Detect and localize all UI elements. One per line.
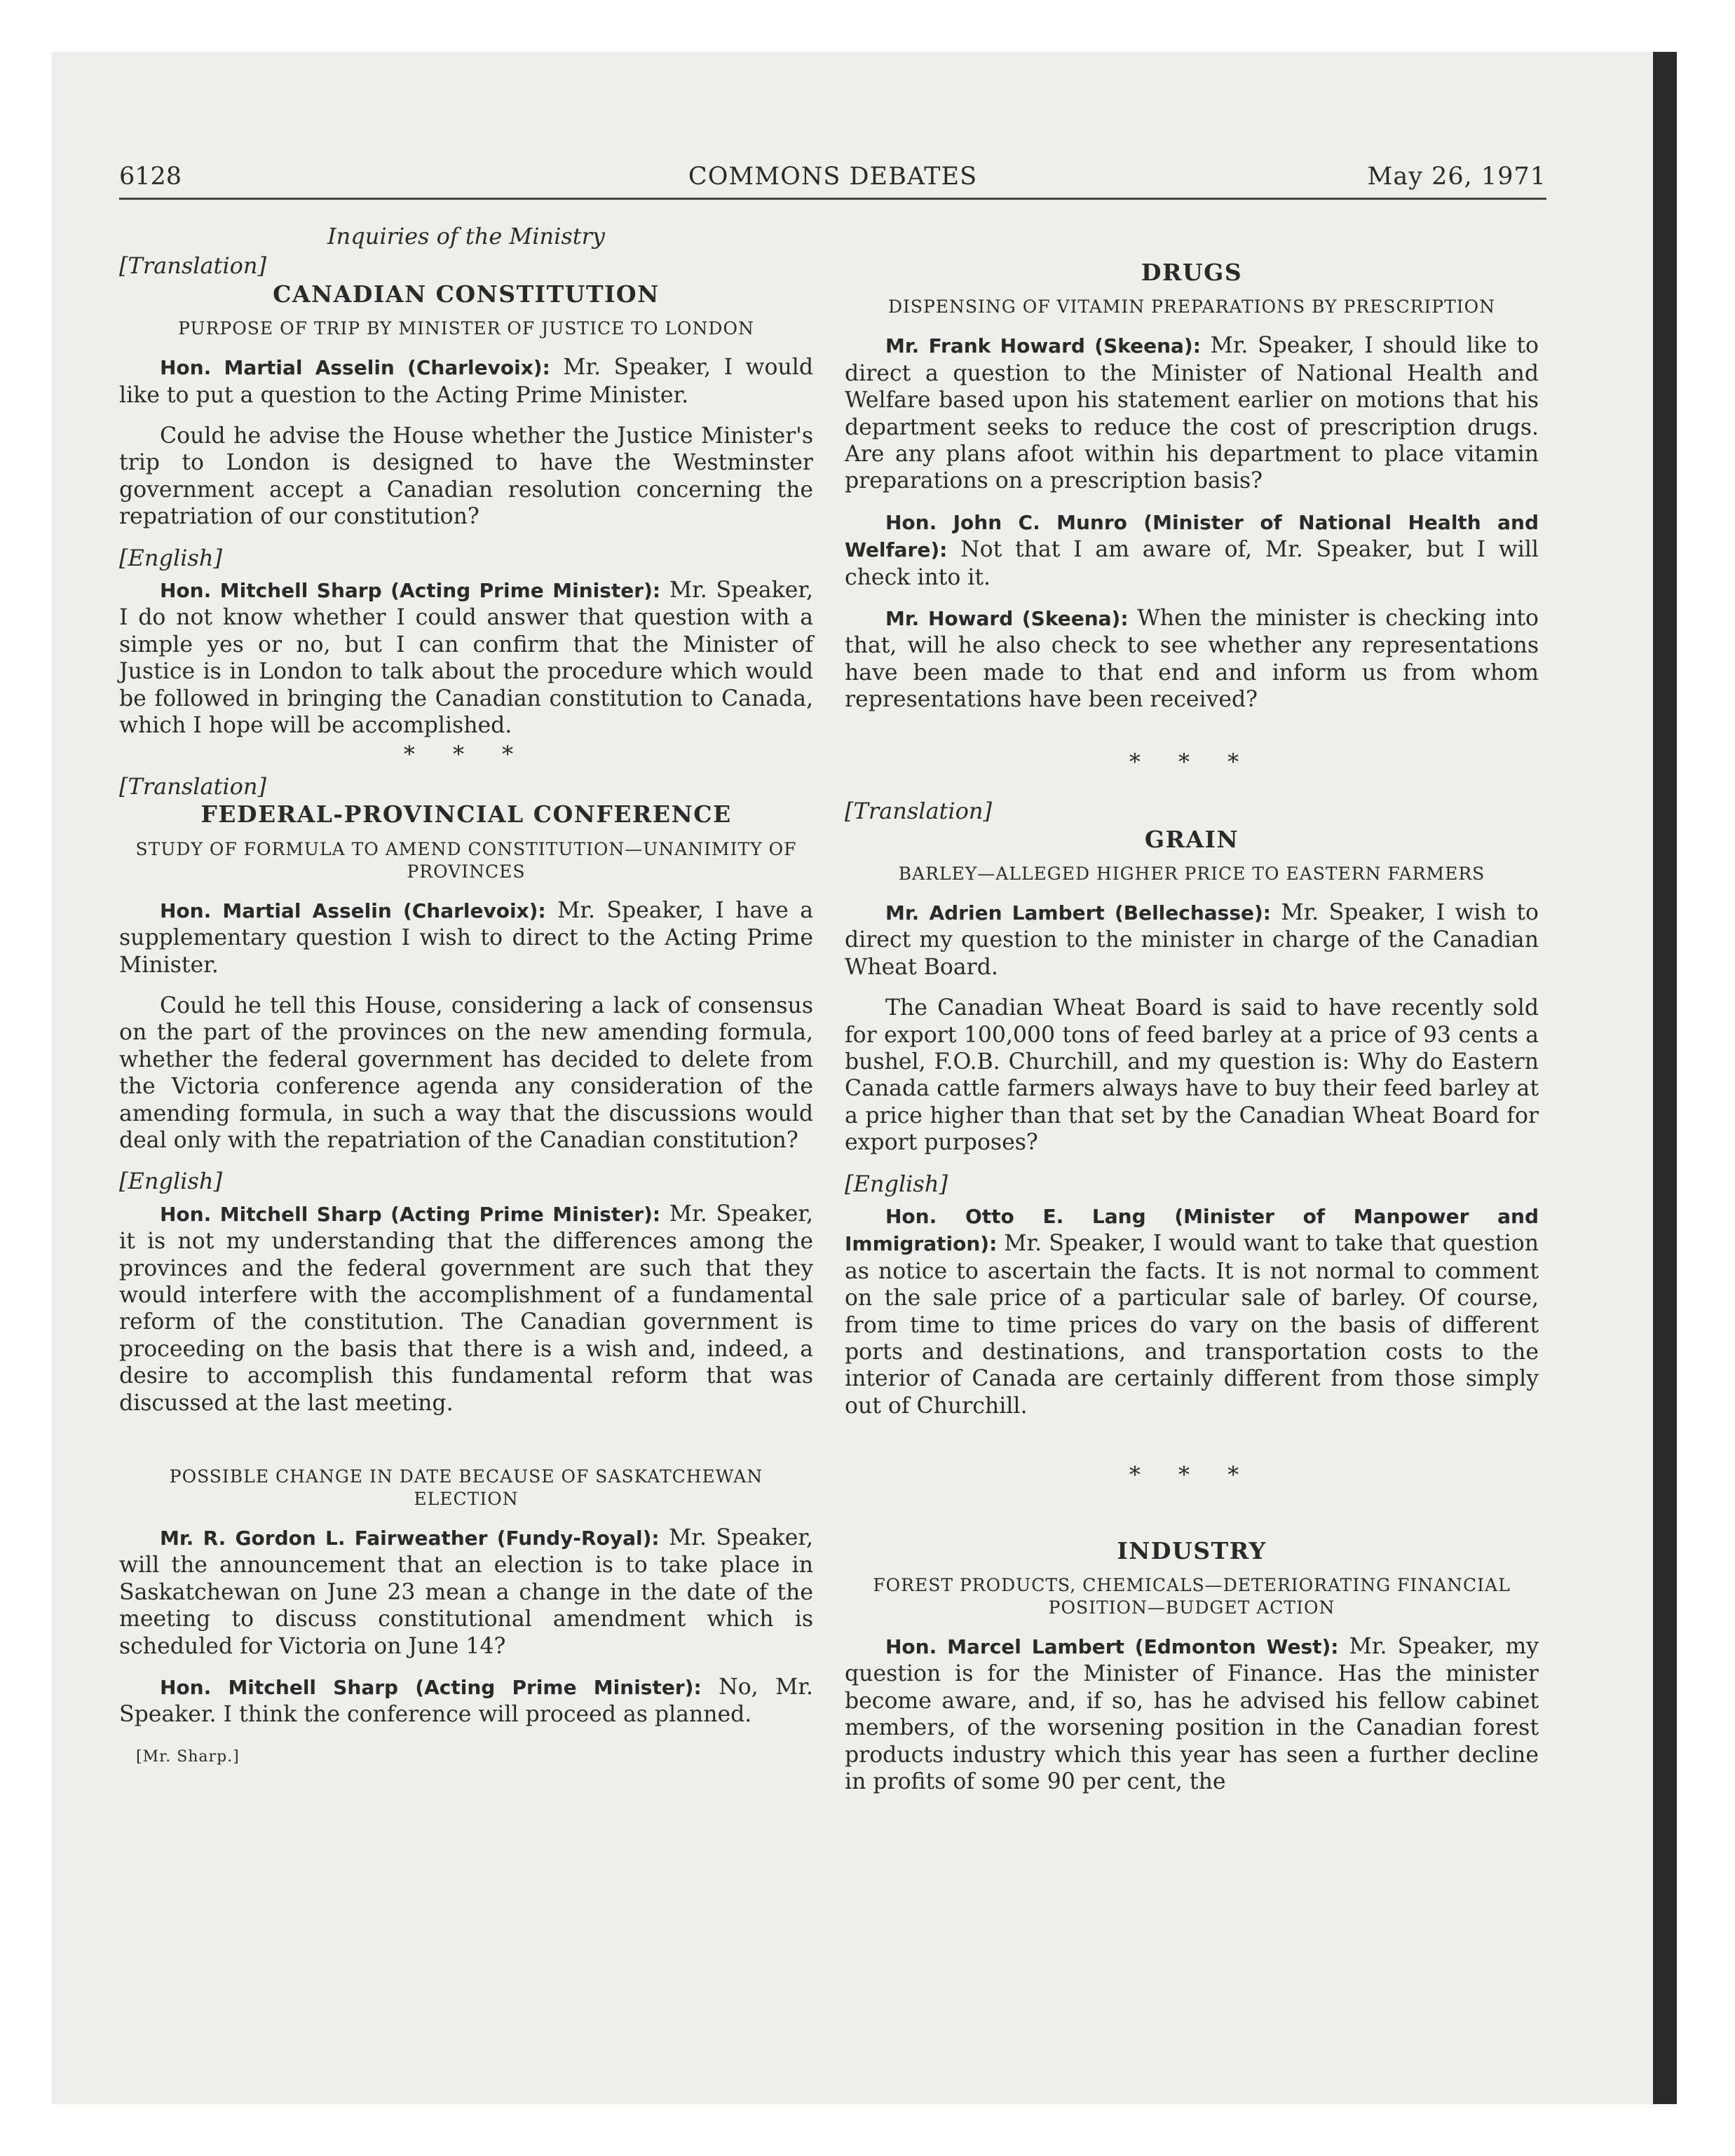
section-heading: INDUSTRY [1117,1536,1267,1564]
speaker-name: Hon. Mitchell Sharp (Acting Prime Minister): [160,1202,661,1226]
speaker-name: Hon. Mitchell Sharp (Acting Prime Minister): [160,1676,702,1700]
speaker-name: Hon. Martial Asselin (Charlevoix): [160,899,546,922]
speech-text: Could he advise the House whether the Justice Minister's trip to London is designed to have the Westminster government accept a Canadian resolution concerning the repatriation of our constitution? [119,423,813,530]
page-footer-note: [Mr. Sharp.] [136,1747,240,1766]
section-subheading: FOREST PRODUCTS, CHEMICALS—DETERIORATING FINANCIAL POSITION—BUDGET ACTION [873,1575,1511,1618]
speech-paragraph [119,423,813,531]
speech-paragraph [119,1201,813,1417]
section-heading: DRUGS [1141,259,1243,286]
page-number: 6128 [119,163,182,191]
section-subheading: STUDY OF FORMULA TO AMEND CONSTITUTION—UNANIMITY OF PROVINCES [135,838,797,882]
speech-paragraph [845,605,1539,714]
language-marker: [Translation] [119,252,266,280]
speech-text: Not that I am aware of, Mr. Speaker, but I will check into it. [845,537,1539,590]
section-subheading: DISPENSING OF VITAMIN PREPARATIONS BY PRESCRIPTION [887,296,1496,318]
speech-text: No, Mr. Speaker. I think the conference will proceed as planned. [119,1674,814,1728]
language-marker: [Translation] [845,798,992,825]
language-marker: [English] [119,544,222,571]
speech-text: When the minister is checking into that, will he also check to see whether any representations have been made to that end and inform us from whom representations have been received? [845,606,1539,713]
section-separator: * * * [403,740,529,767]
speaker-name: Hon. Marcel Lambert (Edmonton West): [885,1635,1339,1659]
left-column [119,223,813,1786]
speaker-name: Hon. Martial Asselin (Charlevoix): [160,356,550,380]
publication-title: COMMONS DEBATES [688,163,978,191]
speech-paragraph [119,354,813,409]
speaker-name: Mr. Howard (Skeena): [885,607,1129,631]
speaker-name: Mr. Adrien Lambert (Bellechasse): [885,901,1271,925]
language-marker: [English] [845,1170,948,1197]
speech-paragraph [845,1633,1539,1795]
speaker-name: Hon. Mitchell Sharp (Acting Prime Minister): [160,579,661,603]
speech-text: The Canadian Wheat Board is said to have recently sold for export 100,000 tons of feed barley at a price of 93 cents a bushel, F.O.B. Churchill, and my question is: Why do Eastern Canada cattle farmers always have to buy their feed barley at a price higher than that set by the Canadian Wheat Board for export purposes? [845,995,1539,1156]
speech-text: Mr. Speaker, I wish to direct my question to the minister in charge of the Canadian Wheat Board. [845,899,1539,980]
page-date: May 26, 1971 [1367,163,1546,191]
speech-text: Mr. Speaker, I would like to put a question to the Acting Prime Minister. [119,355,813,408]
speaker-name: Mr. R. Gordon L. Fairweather (Fundy-Royal): [160,1527,660,1550]
speech-paragraph [119,992,813,1154]
speaker-name: Mr. Frank Howard (Skeena): [885,334,1201,358]
speech-paragraph [845,509,1539,591]
section-subheading: POSSIBLE CHANGE IN DATE BECAUSE OF SASKATCHEWAN ELECTION [169,1466,763,1510]
section-separator: * * * [1129,748,1255,775]
section-subheading: BARLEY—ALLEGED HIGHER PRICE TO EASTERN FARMERS [898,863,1485,884]
section-heading: CANADIAN CONSTITUTION [273,280,660,308]
speaker-name: Hon. Otto E. Lang (Minister of Manpower and Immigration): [845,1204,1539,1256]
speech-paragraph [845,1203,1539,1419]
speech-text: Mr. Speaker, will the announcement that an election is to take place in Saskatchewan on June 23 mean a change in the date of the meeting to discuss constitutional amendment which is scheduled for Victoria on June 14? [119,1525,813,1659]
page-header [119,163,1546,200]
language-marker: [English] [119,1168,222,1195]
speech-text: Mr. Speaker, I do not know whether I could answer that question with a simple yes or no, but I can confirm that the Minister of Justice is in London to talk about the procedure which would be followed in bringing the Canadian constitution to Canada, which I hope will be accomplished. [119,578,813,739]
speech-paragraph [119,577,813,739]
section-heading: FEDERAL-PROVINCIAL CONFERENCE [200,800,732,828]
speech-text: Mr. Speaker, my question is for the Minister of Finance. Has the minister become aware, and, if so, has he advised his fellow cabinet members, of the worsening position in the Canadian forest products industry which this year has seen a further decline in profits of some 90 per cent, the [845,1634,1539,1795]
speech-paragraph [119,1674,813,1728]
speech-text: Could he tell this House, considering a lack of consensus on the part of the provinces on the new amending formula, whether the federal government has decided to delete from the Victoria conference agenda any consideration of the amending formula, in such a way that the discussions would deal only with the repatriation of the Canadian constitution? [119,992,813,1153]
speaker-name: Hon. John C. Munro (Minister of National Health and Welfare): [845,510,1539,562]
section-subheading: PURPOSE OF TRIP BY MINISTER OF JUSTICE TO LONDON [178,318,754,339]
speech-text: Mr. Speaker, I have a supplementary question I wish to direct to the Acting Prime Minister. [119,897,814,978]
language-marker: [Translation] [119,772,266,800]
speech-text: Mr. Speaker, I would want to take that question as notice to ascertain the facts. It is not normal to comment on the sale price of a particular sale of barley. Of course, from time to time prices do vary on the basis of different ports and destinations, and transportation costs to the interior of Canada are certainly different from those simply out of Churchill. [845,1231,1539,1419]
speech-paragraph [845,332,1539,494]
speech-paragraph [119,1524,813,1660]
speech-paragraph [845,995,1539,1156]
section-heading: GRAIN [1144,825,1239,853]
speech-text: Mr. Speaker, it is not my understanding that the differences among the provinces and the federal government are such that they would interfere with the accomplishment of a fundamental reform of the constitution. The Canadian government is proceeding on the basis that there is a wish and, indeed, a desire to accomplish this fundamental reform that was discussed at the last meeting. [119,1201,813,1416]
right-column [845,223,1539,1809]
section-separator: * * * [1129,1461,1255,1489]
speech-paragraph [119,897,813,978]
running-head: Inquiries of the Ministry [327,223,605,250]
speech-paragraph [845,899,1539,981]
speech-text: Mr. Speaker, I should like to direct a question to the Minister of National Health and Welfare based upon his statement earlier on motions that his department seeks to reduce the cost of prescription drugs. Are any plans afoot within his department to place vitamin preparations on a prescription basis? [845,333,1539,494]
scan-edge-shadow [1653,52,1677,2104]
